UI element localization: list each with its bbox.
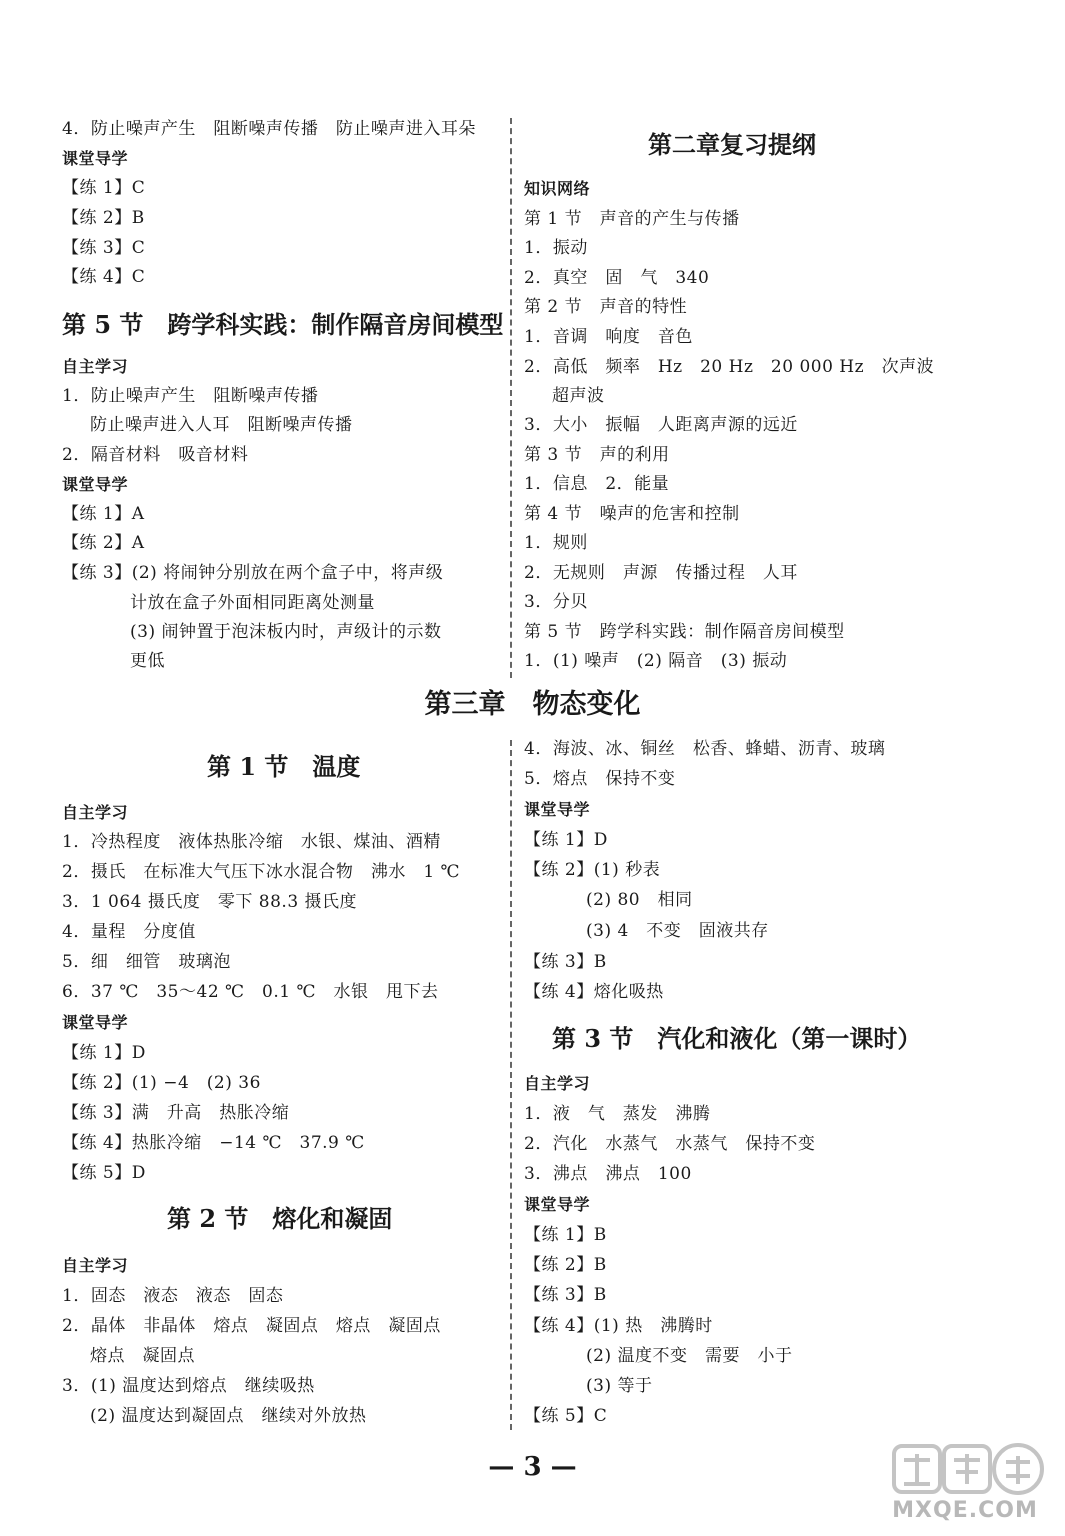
answer-line: 1．信息 2．能量 [524,474,670,494]
watermark-logo [880,1440,1050,1528]
subsection-heading: 课堂导学 [62,149,129,168]
answer-line: 防止噪声进入人耳 阻断噪声传播 [90,415,353,435]
subsection-heading: 知识网络 [524,179,591,198]
answer-line: 【练 2】B [524,1255,607,1275]
answer-line: 4．防止噪声产生 阻断噪声传播 防止噪声进入耳朵 [62,119,476,139]
answer-line: 3．沸点 沸点 100 [524,1164,692,1184]
answer-line: 2．高低 频率 Hz 20 Hz 20 000 Hz 次声波 [524,357,935,377]
answer-line: 2．隔音材料 吸音材料 [62,445,249,465]
subsection-heading: 自主学习 [62,803,129,822]
section-title: 第 2 节 熔化和凝固 [167,1204,393,1233]
answer-line: 4．海波、冰、铜丝 松香、蜂蜡、沥青、玻璃 [524,739,886,759]
answer-line: 【练 3】B [524,1285,607,1305]
answer-line: 【练 3】C [62,238,146,258]
section-title: 第 3 节 汽化和液化（第一课时） [552,1024,922,1053]
answer-line: 【练 1】A [62,504,145,524]
answer-line: (3) 等于 [586,1376,653,1396]
column-divider [510,118,512,678]
section-heading: 第 3 节 声的利用 [524,445,670,465]
subsection-heading: 自主学习 [62,357,129,376]
answer-line: 【练 5】C [524,1406,608,1426]
column-divider [510,740,512,1430]
answer-line: (2) 80 相同 [586,890,693,910]
bottom-right-column [524,738,1004,1438]
answer-line: 【练 1】B [524,1225,607,1245]
answer-line: 2．摄氏 在标准大气压下冰水混合物 沸水 1 ℃ [62,862,461,882]
answer-line: 【练 4】熔化吸热 [524,982,664,1002]
subsection-heading: 课堂导学 [524,800,591,819]
answer-line: 5．熔点 保持不变 [524,769,676,789]
section-title: 第 1 节 温度 [207,752,361,781]
answer-line: 2．真空 固 气 340 [524,268,710,288]
answer-line: 【练 4】(1) 热 沸腾时 [524,1316,713,1336]
watermark-text: MXQE.COM [892,1498,1038,1523]
answer-line: 熔点 凝固点 [90,1346,195,1366]
answer-line: 1．振动 [524,238,588,258]
subsection-heading: 课堂导学 [62,475,129,494]
answer-line: 1．液 气 蒸发 沸腾 [524,1104,711,1124]
bottom-left-column [62,748,502,1438]
answer-line: (3) 闹钟置于泡沫板内时，声级计的示数 [130,622,442,642]
answer-line: 【练 4】C [62,267,146,287]
answer-line: 【练 1】D [524,830,608,850]
section-heading: 第 2 节 声音的特性 [524,297,688,317]
answer-line: 4．量程 分度值 [62,922,196,942]
answer-line: 【练 1】D [62,1043,146,1063]
answer-line: 1．音调 响度 音色 [524,327,693,347]
subsection-heading: 自主学习 [62,1256,129,1275]
subsection-heading: 课堂导学 [524,1195,591,1214]
answer-line: 【练 2】A [62,533,145,553]
answer-line: 计放在盒子外面相同距离处测量 [130,593,375,613]
answer-line: 2．无规则 声源 传播过程 人耳 [524,563,798,583]
answer-line: (2) 温度不变 需要 小于 [586,1346,793,1366]
answer-line: 3．分贝 [524,592,588,612]
answer-line: 1．规则 [524,533,588,553]
subsection-heading: 课堂导学 [62,1013,129,1032]
answer-line: 5．细 细管 玻璃泡 [62,952,231,972]
section-title: 第 5 节 跨学科实践：制作隔音房间模型 [62,310,504,339]
answer-line: 【练 1】C [62,178,146,198]
answer-line: 【练 2】(1) −4 (2) 36 [62,1073,261,1093]
answer-line: (2) 温度达到凝固点 继续对外放热 [90,1406,367,1426]
answer-line: 【练 2】B [62,208,145,228]
section-heading: 第 4 节 噪声的危害和控制 [524,504,740,524]
section-heading: 第 1 节 声音的产生与传播 [524,209,740,229]
top-left-column [62,118,502,678]
subsection-heading: 自主学习 [524,1074,591,1093]
answer-line: 2．晶体 非晶体 熔点 凝固点 熔点 凝固点 [62,1316,441,1336]
answer-line: (3) 4 不变 固液共存 [586,921,769,941]
section-heading: 第 5 节 跨学科实践：制作隔音房间模型 [524,622,845,642]
answer-line: 1．固态 液态 液态 固态 [62,1286,284,1306]
answer-line: 【练 5】D [62,1163,146,1183]
answer-line: 1．(1) 噪声 (2) 隔音 (3) 振动 [524,651,788,671]
answer-line: 超声波 [552,386,605,406]
answer-line: 2．汽化 水蒸气 水蒸气 保持不变 [524,1134,816,1154]
answer-line: 3．1 064 摄氏度 零下 88.3 摄氏度 [62,892,358,912]
watermark-glyphs-icon [880,1440,1050,1500]
answer-line: 【练 2】(1) 秒表 [524,860,661,880]
answer-line: 【练 4】热胀冷缩 −14 ℃ 37.9 ℃ [62,1133,365,1153]
answer-line: 1．冷热程度 液体热胀冷缩 水银、煤油、酒精 [62,832,441,852]
chapter-title: 第三章 物态变化 [424,689,641,720]
chapter-review-title: 第二章复习提纲 [648,130,816,159]
answer-line: 3．大小 振幅 人距离声源的远近 [524,415,798,435]
answer-line: 【练 3】(2) 将闹钟分别放在两个盒子中，将声级 [62,563,444,583]
answer-line: 6．37 ℃ 35～42 ℃ 0.1 ℃ 水银 甩下去 [62,982,439,1002]
answer-line: 更低 [130,651,165,671]
answer-line: 3．(1) 温度达到熔点 继续吸热 [62,1376,315,1396]
answer-line: 1．防止噪声产生 阻断噪声传播 [62,386,319,406]
answer-line: 【练 3】满 升高 热胀冷缩 [62,1103,290,1123]
answer-line: 【练 3】B [524,952,607,972]
page-number: — 3 — [488,1452,577,1482]
top-right-column [524,118,1004,678]
